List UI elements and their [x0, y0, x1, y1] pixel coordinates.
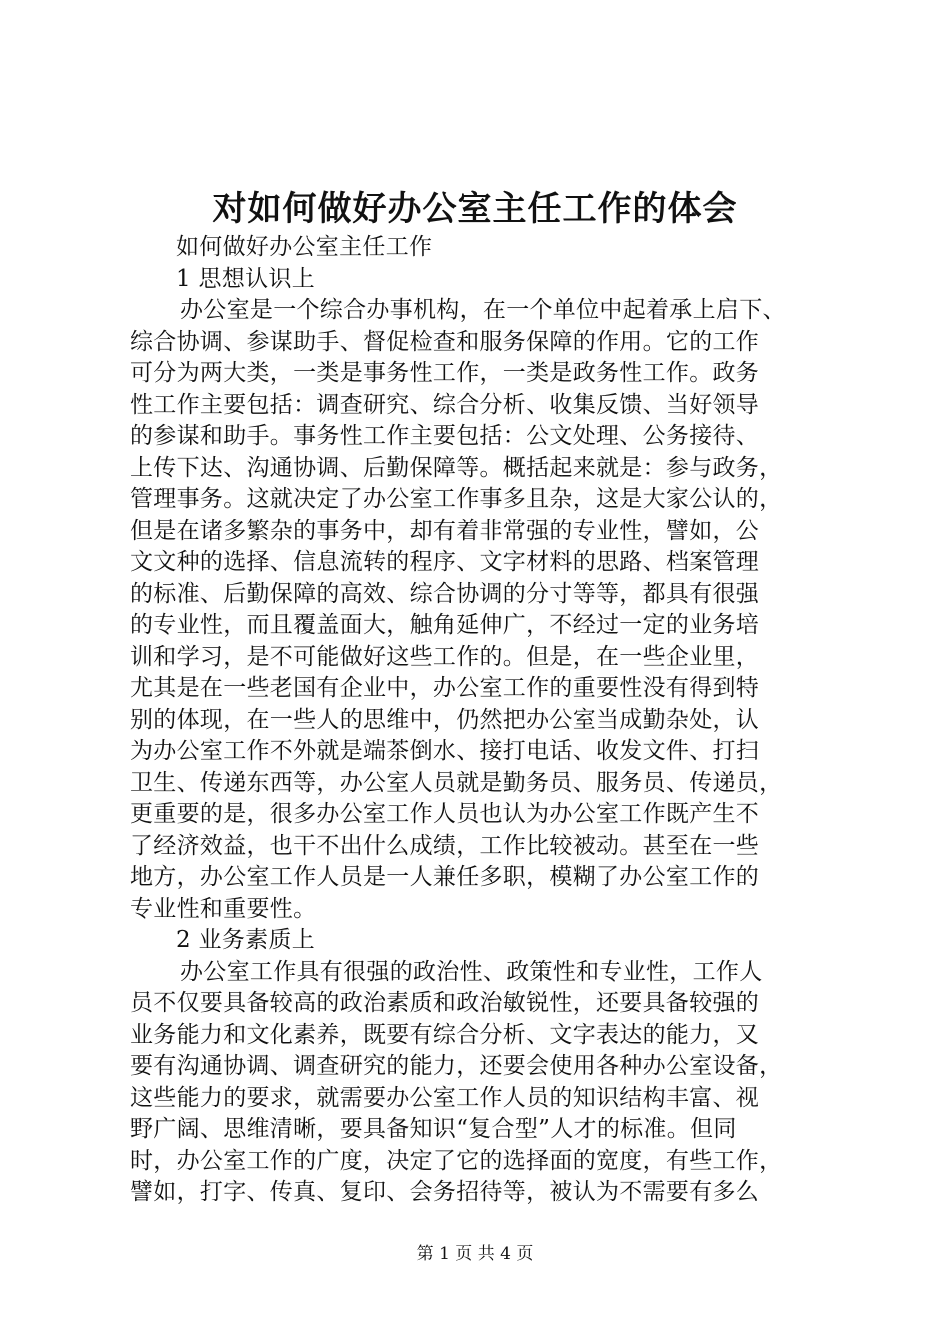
- text-line: 的参谋和助手。事务性工作主要包括：公文处理、公务接待、: [130, 423, 760, 449]
- text-line: 综合协调、参谋助手、督促检查和服务保障的作用。它的工作: [130, 328, 760, 355]
- text-line: 时，办公室工作的广度，决定了它的选择面的宽度，有些工作，: [130, 1147, 783, 1174]
- document-body: [130, 232, 830, 1209]
- text-line: 譬如，打字、传真、复印、会务招待等，被认为不需要有多么: [130, 1179, 760, 1205]
- text-line: 业务能力和文化素养，既要有综合分析、文字表达的能力，又: [130, 1021, 760, 1048]
- text-line: 的专业性，而且覆盖面大，触角延伸广，不经过一定的业务培: [130, 612, 760, 638]
- text-line: 可分为两大类，一类是事务性工作，一类是政务性工作。政务: [130, 360, 760, 386]
- text-line: 办公室是一个综合办事机构，在一个单位中起着承上启下、: [180, 297, 786, 323]
- text-line: 专业性和重要性。: [130, 895, 317, 922]
- text-line: 野广阔、思维清晰，要具备知识“复合型”人才的标准。但同: [130, 1116, 737, 1142]
- section-heading: 2 业务素质上: [176, 927, 316, 953]
- text-line: 尤其是在一些老国有企业中，办公室工作的重要性没有得到特: [130, 675, 760, 701]
- text-line: 更重要的是，很多办公室工作人员也认为办公室工作既产生不: [130, 801, 760, 827]
- text-line: 要有沟通协调、调查研究的能力，还要会使用各种办公室设备，: [130, 1053, 783, 1079]
- text-line: 但是在诸多繁杂的事务中，却有着非常强的专业性，譬如，公: [130, 517, 760, 544]
- text-line: 卫生、传递东西等，办公室人员就是勤务员、服务员、传递员，: [130, 769, 783, 796]
- section-heading: 1 思想认识上: [176, 265, 316, 292]
- text-line: 别的体现，在一些人的思维中，仍然把办公室当成勤杂处，认: [130, 706, 760, 733]
- text-line: 上传下达、沟通协调、后勤保障等。概括起来就是：参与政务，: [130, 454, 783, 481]
- text-line: 训和学习，是不可能做好这些工作的。但是，在一些企业里，: [130, 643, 760, 670]
- section-heading: 如何做好办公室主任工作: [176, 234, 433, 260]
- text-line: 了经济效益，也干不出什么成绩，工作比较被动。甚至在一些: [130, 832, 760, 859]
- text-line: 性工作主要包括：调查研究、综合分析、收集反馈、当好领导: [130, 391, 760, 418]
- page-title: 对如何做好办公室主任工作的体会: [212, 189, 738, 229]
- text-line: 地方，办公室工作人员是一人兼任多职，模糊了办公室工作的: [130, 864, 760, 890]
- text-line: 员不仅要具备较高的政治素质和政治敏锐性，还要具备较强的: [130, 990, 760, 1016]
- text-line: 为办公室工作不外就是端茶倒水、接打电话、收发文件、打扫: [130, 738, 760, 764]
- page-footer: 第 1 页 共 4 页: [416, 1244, 534, 1264]
- text-line: 的标准、后勤保障的高效、综合协调的分寸等等，都具有很强: [130, 580, 760, 607]
- text-line: 管理事务。这就决定了办公室工作事多且杂，这是大家公认的，: [130, 486, 783, 512]
- text-line: 这些能力的要求，就需要办公室工作人员的知识结构丰富、视: [130, 1084, 760, 1111]
- text-line: 办公室工作具有很强的政治性、政策性和专业性，工作人: [180, 958, 763, 985]
- text-line: 文文种的选择、信息流转的程序、文字材料的思路、档案管理: [130, 549, 760, 575]
